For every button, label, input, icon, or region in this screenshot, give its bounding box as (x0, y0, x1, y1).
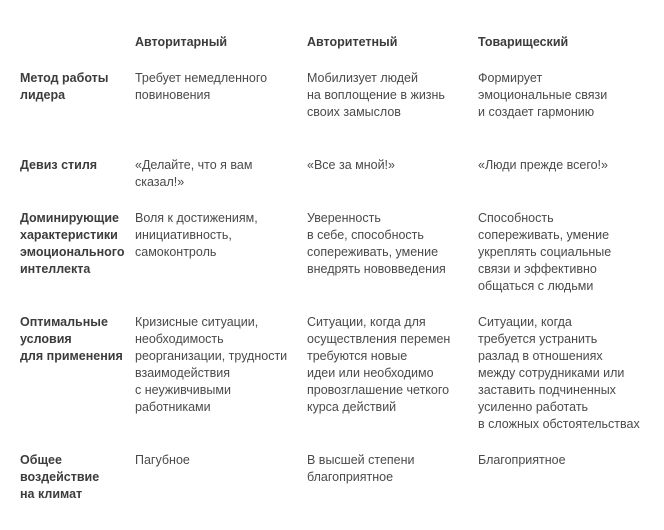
column-header-authoritative: Авторитетный (307, 35, 398, 49)
row-label-optimal-conditions: Оптимальные условия для применения (20, 315, 123, 363)
cell-conditions-authoritarian: Кризисные ситуации, необходимость реорганизации, трудности взаимодействия с неуживчивыми работниками (135, 315, 288, 414)
column-header-affiliative: Товарищеский (478, 35, 569, 49)
cell-climate-impact-affiliative: Благоприятное (478, 453, 566, 467)
cell-leader-method-authoritative: Мобилизует людей на воплощение в жизнь своих замыслов (307, 71, 445, 119)
cell-conditions-affiliative: Ситуации, когда требуется устранить разлад в отношениях между сотрудниками или заставить подчиненных усиленно работать в сложных обстоятельствах (478, 315, 640, 431)
cell-leader-method-authoritarian: Требует немедленного повиновения (135, 71, 268, 102)
cell-style-motto-affiliative: «Люди прежде всего!» (478, 158, 608, 172)
cell-climate-impact-authoritative: В высшей степени благоприятное (307, 453, 415, 484)
cell-climate-impact-authoritarian: Пагубное (135, 453, 190, 467)
row-label-style-motto: Девиз стиля (20, 158, 98, 172)
cell-ei-traits-authoritative: Уверенность в себе, способность сопереживать, умение внедрять нововведения (307, 211, 446, 276)
cell-leader-method-affiliative: Формирует эмоциональные связи и создает гармонию (478, 71, 608, 119)
cell-style-motto-authoritative: «Все за мной!» (307, 158, 395, 172)
row-label-dominant-ei-traits: Доминирующие характеристики эмоционального интеллекта (20, 211, 125, 276)
cell-ei-traits-affiliative: Способность сопереживать, умение укреплять социальные связи и эффективно общаться с людьми (478, 211, 612, 293)
cell-style-motto-authoritarian: «Делайте, что я вам сказал!» (135, 158, 253, 189)
row-label-climate-impact: Общее воздействие на климат (20, 453, 100, 501)
cell-ei-traits-authoritarian: Воля к достижениям, инициативность, самоконтроль (135, 211, 258, 259)
cell-conditions-authoritative: Ситуации, когда для осуществления перемен требуются новые идеи или необходимо провозглашение четкого курса действий (307, 315, 451, 414)
row-label-leader-method: Метод работы лидера (20, 71, 109, 102)
column-header-authoritarian: Авторитарный (135, 35, 228, 49)
